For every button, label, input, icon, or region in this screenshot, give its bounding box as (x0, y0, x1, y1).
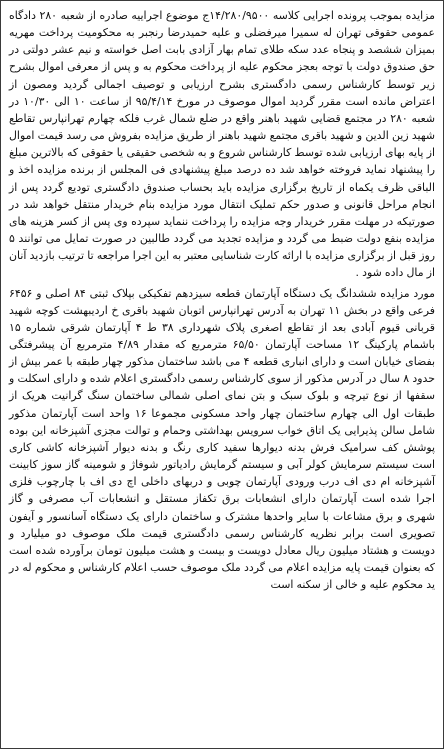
notice-paragraph-property: مورد مزایده ششدانگ یک دستگاه آپارتمان قطعه سیزدهم تفکیکی بپلاک ثبتی ۸۴ اصلی و ۶۴۵۶ فرعی واقع در بخش ۱۱ تهران به آدرس تهرانپارس اتوبان شهید باقری خ اردیبهشت کوچه شهید قربانی قیوم آبادی بعد از تقاطع اصغری پلاک شهرداری ۳۸ ط ۴ آپارتمان شرقی شماره ۱۵ باشمام پارکینگ ۱۲ مساحت آپارتمان ۶۵/۵۰ مترمربع که مقدار ۴/۸۹ مترمربع آن پیشرفتگی بفضای خیابان است و دارای انباری قطعه ۴ می باشد ساختمان مذکور چهار طبقه با عمر بیش از حدود ۸ سال در آدرس مذکور از سوی کارشناس رسمی دادگستری اعلام شده و دارای اسکلت و سقفها از نوع تیرچه و بلوک سبک و بتن نمای اصلی شمالی ساختمان سنگ گرانیت هریک از طبقات اول الی چهارم ساختمان چهار واحد مسکونی مجموعا ۱۶ واحد است آپارتمان مذکور شامل سالن پذیرایی یک اتاق خواب سرویس بهداشتی وحمام و توالت مجزی آشپزخانه این بوده پوشش کف سرامیک فرش بدنه دیوارها سفید کاری رنگ و بدنه دیوار آشپزخانه کاشی کاری است سیستم سرمایش کولر آبی و سیستم گرمایش رادیاتور شوفاژ و شومینه گاز سوز کابینت آشپزخانه ام دی اف درب ورودی آپارتمان چوبی و دربهای داخلی اچ دی اف با چارچوب فلزی اجرا شده است آپارتمان دارای انشعابات برق تکفاز مستقل و انشعابات آب مصرفی و گاز شهری و برق مشاعات با سایر واحدها مشترک و ساختمان دارای یک دستگاه آسانسور و آیفون تصویری است برابر نظریه کارشناس رسمی دادگستری قیمت ملک موصوف دو میلیارد و دویست و هشتاد میلیون ریال معادل دویست و بیست و هشت میلیون تومان برآورده شده است که بعنوان قیمت پایه مزایده اعلام می گردد ملک موصوف حسب اعلام کارشناس و محکوم له در ید محکوم علیه و خالی از سکنه است (9, 286, 435, 592)
notice-paragraph-terms: مزایده بموجب پرونده اجرایی کلاسه ۱۴/۲۸۰/۹۵۰۰ج موضوع اجراییه صادره از شعبه ۲۸۰ دادگاه عمومی حقوقی تهران له سمیرا میرفضلی و علیه حمیدرضا رنجبر به محکومیت پرداخت مهریه بمیزان ششصد و پنجاه عدد سکه طلای تمام بهار آزادی بابت اصل خواسته و نیم عشر دولتی در حق صندوق دولت با توجه بعجز محکوم علیه از پرداخت محکوم به و پس از معرفی اموال بشرح زیر توسط کارشناس رسمی دادگستری بشرح ارزیابی و توصیف اجمالی گردید ومصون از اعتراض مانده است مقرر گردید اموال موصوف در مورخ ۹۵/۴/۱۴ از ساعت ۱۰ الی ۱۰/۳۰ در شعبه ۲۸۰ در مجتمع قضایی شهید باهنر واقع در ضلع شمال غرب فلکه چهارم تهرانپارس تقاطع شهید زین الدین و شهید باقری مجتمع شهید باهنر از طریق مزایده بفروش می رسد قیمت اموال از پایه بهای ارزیابی شده توسط کارشناس شروع و به شخصی حقیقی یا حقوقی که بالاترین مبلغ را پیشنهاد نماید فروخته خواهد شد ده درصد مبلغ پیشنهادی فی المجلس از برنده مزایده اخذ و الباقی ظرف یکماه از تاریخ برگزاری مزایده باید بحساب صندوق دادگستری تودیع گردد پس از انجام مراحل قانونی و صدور حکم تملیک انتقال مورد مزایده بنام خریدار منتقل خواهد شد در صورتیکه در مهلت مقرر خریدار وجه مزایده را پرداخت ننماید سپرده وی پس از کسر هزینه های مزایده بنفع دولت ضبط می گردد و مزایده تجدید می گردد طالبین در صورت تمایل می توانند ۵ روز قبل از برگزاری مزایده با ارائه کارت شناسایی معتبر به این اجرا مراجعه تا ترتیب بازدید آنان از مال داده شود . (9, 9, 436, 280)
